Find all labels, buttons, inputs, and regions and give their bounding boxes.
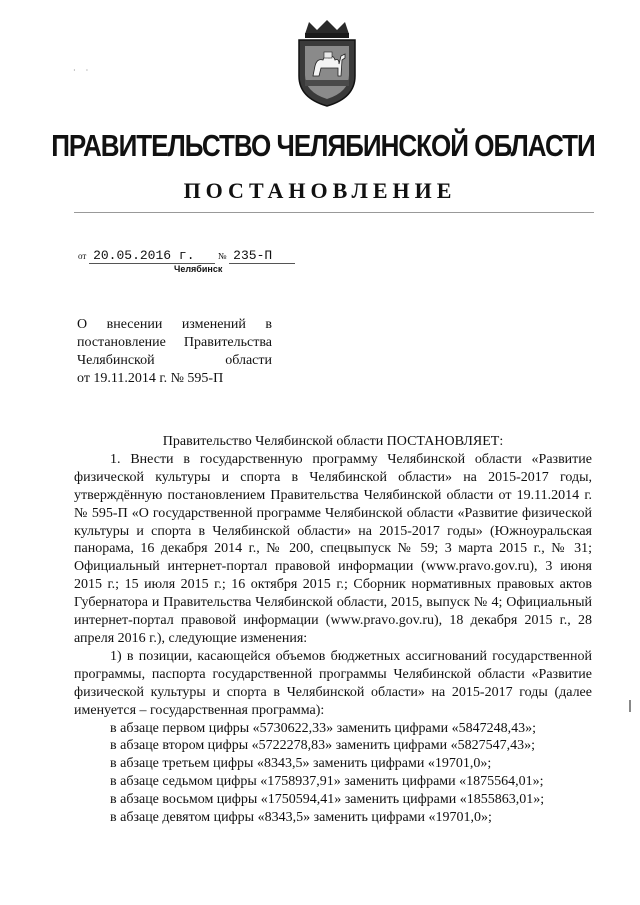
list-item: в абзаце втором цифры «5722278,83» заменить цифрами «5827547,43»; [110,738,535,754]
subject-line: постановление Правительства [77,335,272,350]
date-number-line [78,248,295,264]
list-item: в абзаце первом цифры «5730622,33» заменить цифрами «5847248,43»; [110,720,536,736]
list-item: в абзаце девятом цифры «8343,5» заменить цифрами «19701,0»; [110,810,492,826]
preamble: Правительство Челябинской области ПОСТАНОВЛЯЕТ: [162,434,504,449]
subject-line: от 19.11.2014 г. № 595-П [77,371,224,386]
document-number: 235-П [229,248,295,264]
replacement-list [74,720,592,827]
government-title: ПРАВИТЕЛЬСТВО ЧЕЛЯБИНСКОЙ ОБЛАСТИ [51,128,595,163]
coat-of-arms-icon [291,18,363,108]
from-label: от [78,251,87,261]
list-item: в абзаце седьмом цифры «1758937,91» заменить цифрами «1875564,01»; [110,774,544,790]
number-label: № [217,251,227,261]
scan-edge-mark [629,700,631,712]
subject-block [77,316,272,388]
header-divider [74,212,594,213]
list-item: в абзаце восьмом цифры «1750594,41» заменить цифрами «1855863,01»; [110,792,545,808]
document-date: 20.05.2016 г. [89,248,215,264]
item-1: 1) в позиции, касающейся объемов бюджетных ассигнований государственной программы, паспорта государственной программы Челябинской области «Развитие физической культуры и спорта в Челябинской области» на 2015-2017 годы (далее именуется – государственная программа): [74,648,592,718]
list-item: в абзаце третьем цифры «8343,5» заменить цифрами «19701,0»; [110,756,492,772]
scan-dots: · · [73,66,93,75]
subject-line: Челябинской области [77,353,272,368]
city: Челябинск [174,264,223,274]
document-body [74,433,592,827]
document-type: ПОСТАНОВЛЕНИЕ [183,178,457,203]
paragraph-1: 1. Внести в государственную программу Челябинской области «Развитие физической культуры и спорта в Челябинской области» на 2015-2017 годы, утверждённую постановлением Правительства Челябинской области от 19.11.2014 г. № 595-П «О государственной программе Челябинской области «Развитие физической культуры и спорта в Челябинской области» на 2015-2017 годы» (Южноуральская панорама, 16 декабря 2014 г., № 200, спецвыпуск № 59; 3 марта 2015 г., № 31; Официальный интернет-портал правовой информации (www.pravo.gov.ru), 3 июня 2015 г.; 15 июля 2015 г.; 16 октября 2015 г.; Сборник нормативных правовых актов Губернатора и Правительства Челябинской области, 2015, выпуск № 4; Официальный интернет-портал правовой информации (www.pravo.gov.ru), 18 декабря 2015 г., 28 апреля 2016 г.), следующие изменения: [74,451,592,646]
subject-line: О внесении изменений в [77,317,272,332]
